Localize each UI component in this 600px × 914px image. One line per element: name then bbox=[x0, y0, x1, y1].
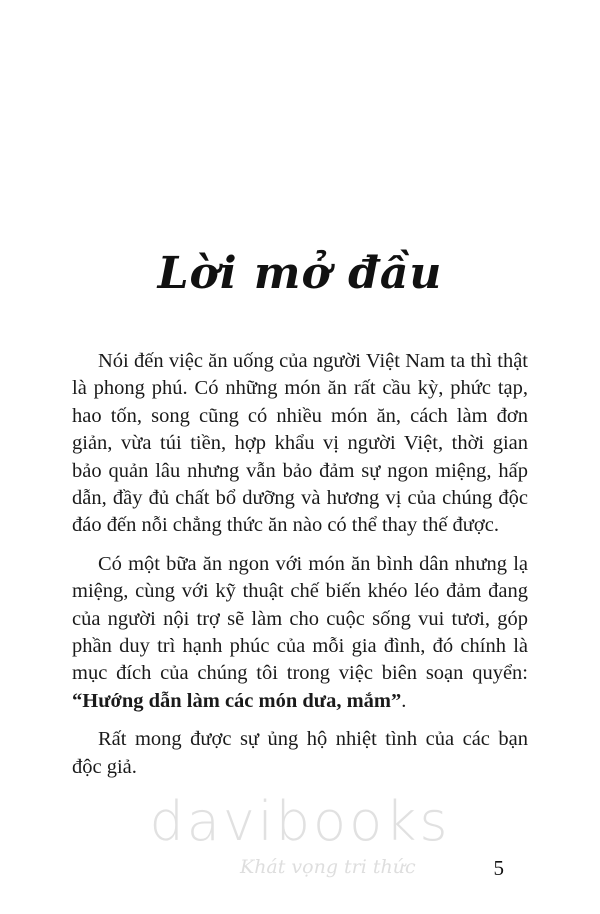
watermark-brand: davibooks bbox=[149, 790, 451, 853]
page-number: 5 bbox=[493, 856, 504, 880]
paragraph-3: Rất mong được sự ủng hộ nhiệt tình của các bạn độc giả. bbox=[72, 728, 528, 778]
book-title-bold: “Hướng dẫn làm các món dưa, mắm” bbox=[72, 689, 402, 712]
paragraph-2-text: Có một bữa ăn ngon với món ăn bình dân nhưng lạ miệng, cùng với kỹ thuật chế biến khéo léo đảm đang của người nội trợ sẽ làm cho cuộc sống vui tươi, góp phần duy trì hạnh phúc của mỗi gia đình, đó chính là mục đích của chúng tôi trong việc biên soạn quyển: bbox=[72, 552, 528, 685]
paragraph-2-end: . bbox=[401, 689, 407, 712]
preface-body bbox=[72, 348, 528, 792]
paragraph-2 bbox=[72, 551, 528, 715]
watermark-tagline: Khát vọng tri thức bbox=[240, 856, 416, 878]
page-title: Lời mở đầu bbox=[157, 248, 443, 299]
paragraph-1: Nói đến việc ăn uống của người Việt Nam ta thì thật là phong phú. Có những món ăn rất cầu kỳ, phức tạp, hao tốn, song cũng có nhiều món ăn, cách làm đơn giản, vừa túi tiền, hợp khẩu vị người Việt, thời gian bảo quản lâu nhưng vẫn bảo đảm sự ngon miệng, hấp dẫn, đầy đủ chất bổ dưỡng và hương vị của chúng độc đáo đến nỗi chẳng thức ăn nào có thể thay thế được. bbox=[72, 350, 528, 537]
